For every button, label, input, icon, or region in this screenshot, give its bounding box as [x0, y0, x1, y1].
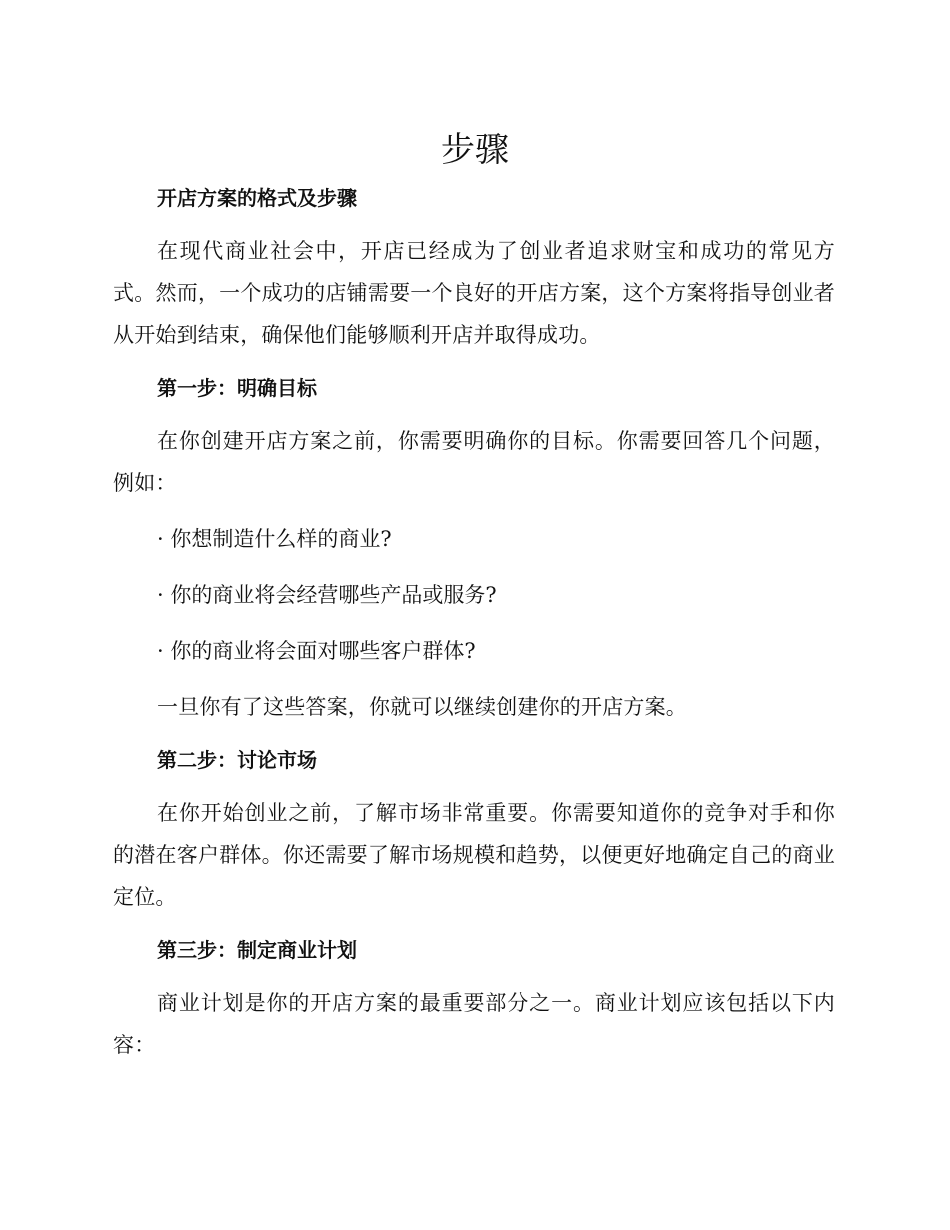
step3-paragraph: 商业计划是你的开店方案的最重要部分之一。商业计划应该包括以下内容：	[113, 991, 835, 1057]
document-body	[113, 180, 835, 1066]
step1-closing-paragraph: 一旦你有了这些答案，你就可以继续创建你的开店方案。	[157, 695, 687, 719]
bullet-item: · 你的商业将会面对哪些客户群体?	[157, 639, 476, 663]
bullet-item: · 你想制造什么样的商业?	[157, 527, 392, 551]
step1-heading: 第一步：明确目标	[157, 376, 317, 400]
step2-paragraph: 在你开始创业之前，了解市场非常重要。你需要知道你的竞争对手和你的潜在客户群体。你还需要了解市场规模和趋势，以便更好地确定自己的商业定位。	[113, 801, 835, 909]
step3-heading: 第三步：制定商业计划	[157, 938, 357, 962]
bullet-item: · 你的商业将会经营哪些产品或服务?	[157, 583, 497, 607]
step1-paragraph: 在你创建开店方案之前，你需要明确你的目标。你需要回答几个问题，例如：	[113, 429, 835, 495]
intro-paragraph: 在现代商业社会中，开店已经成为了创业者追求财宝和成功的常见方式。然而，一个成功的店铺需要一个良好的开店方案，这个方案将指导创业者从开始到结束，确保他们能够顺利开店并取得成功。	[113, 239, 835, 347]
subtitle-heading: 开店方案的格式及步骤	[157, 186, 357, 210]
step2-heading: 第二步：讨论市场	[157, 748, 317, 772]
document-title: 步骤	[441, 130, 509, 170]
